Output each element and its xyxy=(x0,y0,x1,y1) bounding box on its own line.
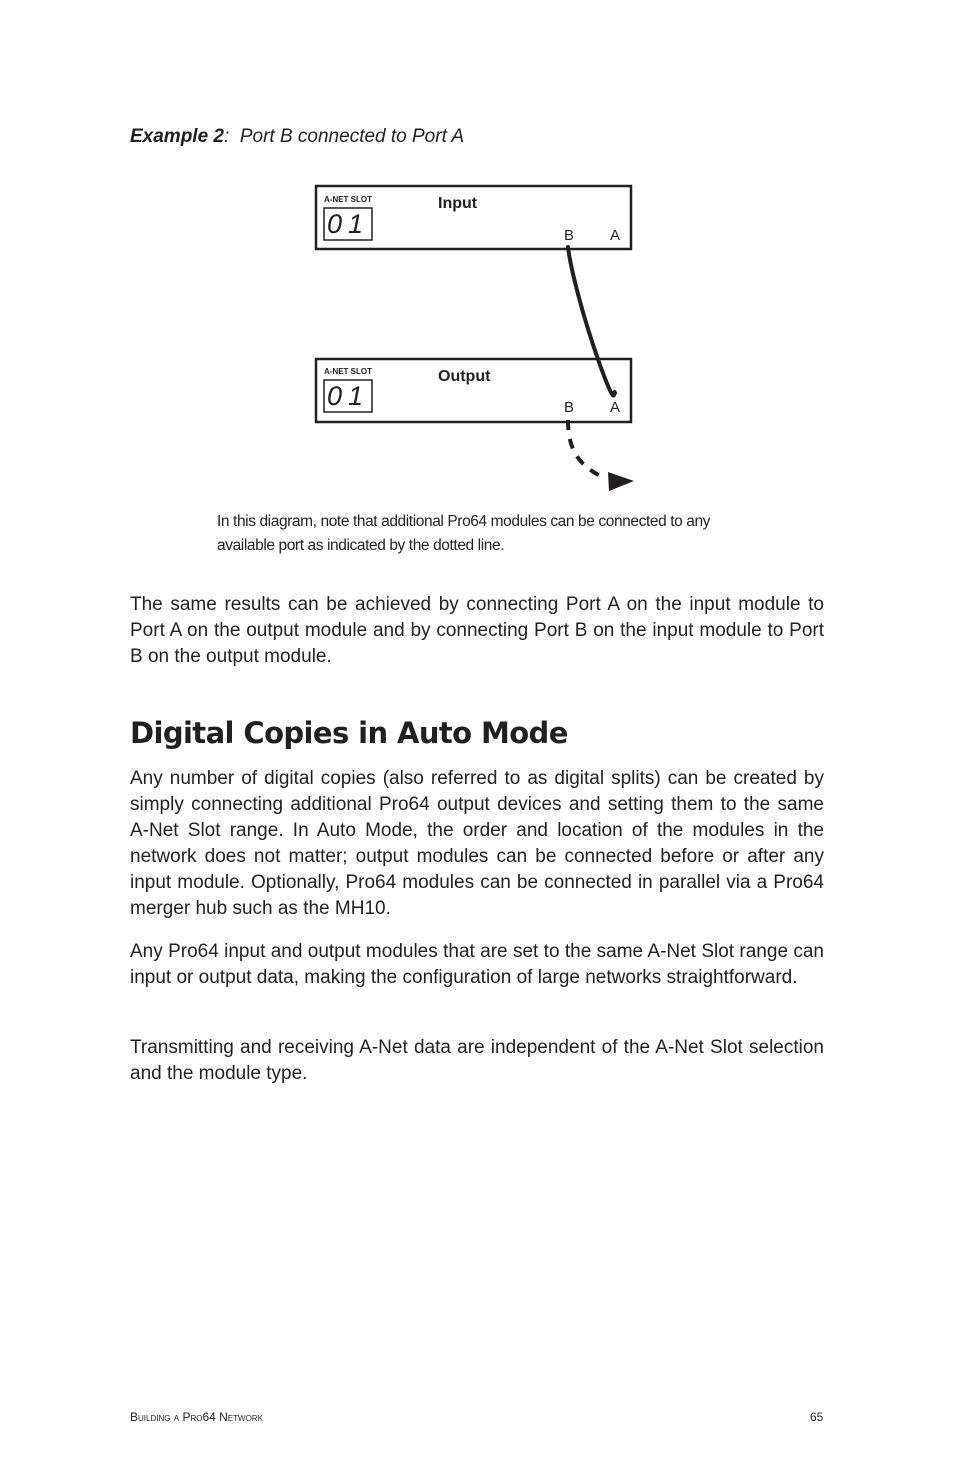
input-slot-label: A-NET SLOT xyxy=(324,195,372,204)
diagram-svg xyxy=(300,175,650,505)
section-heading: Digital Copies in Auto Mode xyxy=(130,716,568,750)
paragraph-modules-range: Any Pro64 input and output modules that are set to the same A-Net Slot range can input or output data, making the configuration of large networks straightforward. xyxy=(130,941,824,988)
example-heading xyxy=(130,126,464,148)
paragraph-digital-copies: Any number of digital copies (also referred to as digital splits) can be created by simply connecting additional Pro64 output devices and setting them to the same A-Net Slot range. In Auto Mode, the order and location of the modules in the network does not matter; output modules can be connected before or after any input module. Optionally, Pro64 modules can be connected in parallel via a Pro64 merger hub such as the MH10. xyxy=(130,768,824,919)
output-module xyxy=(316,359,631,422)
output-slot-digits: 01 xyxy=(326,381,370,411)
input-port-a: A xyxy=(610,227,621,244)
input-slot-digits: 01 xyxy=(326,209,370,239)
input-module xyxy=(316,186,631,249)
paragraph-transmitting: Transmitting and receiving A-Net data are independent of the A-Net Slot selection and the module type. xyxy=(130,1037,824,1084)
input-port-b: B xyxy=(564,227,575,244)
connection-diagram xyxy=(300,175,650,505)
example-colon: : xyxy=(224,126,230,147)
dotted-extension-cable xyxy=(568,420,605,478)
input-module-title: Input xyxy=(438,195,478,212)
example-label: Example 2 xyxy=(130,126,224,147)
footer-section-title xyxy=(130,1410,263,1424)
output-slot-label: A-NET SLOT xyxy=(324,367,372,376)
page-number: 65 xyxy=(810,1410,824,1424)
output-module-title: Output xyxy=(438,368,491,385)
example-description: Port B connected to Port A xyxy=(239,126,465,147)
footer-section-text: Building a Pro64 Network xyxy=(130,1410,263,1424)
paragraph-same-results: The same results can be achieved by connecting Port A on the input module to Port A on the output module and by connecting Port B on the input module to Port B on the output module. xyxy=(130,594,824,667)
arrowhead-icon xyxy=(608,472,634,491)
output-port-b: B xyxy=(564,399,575,416)
output-port-a: A xyxy=(610,399,621,416)
diagram-caption: In this diagram, note that additional Pro64 modules can be connected to any available port as indicated by the dotted line. xyxy=(217,513,711,554)
